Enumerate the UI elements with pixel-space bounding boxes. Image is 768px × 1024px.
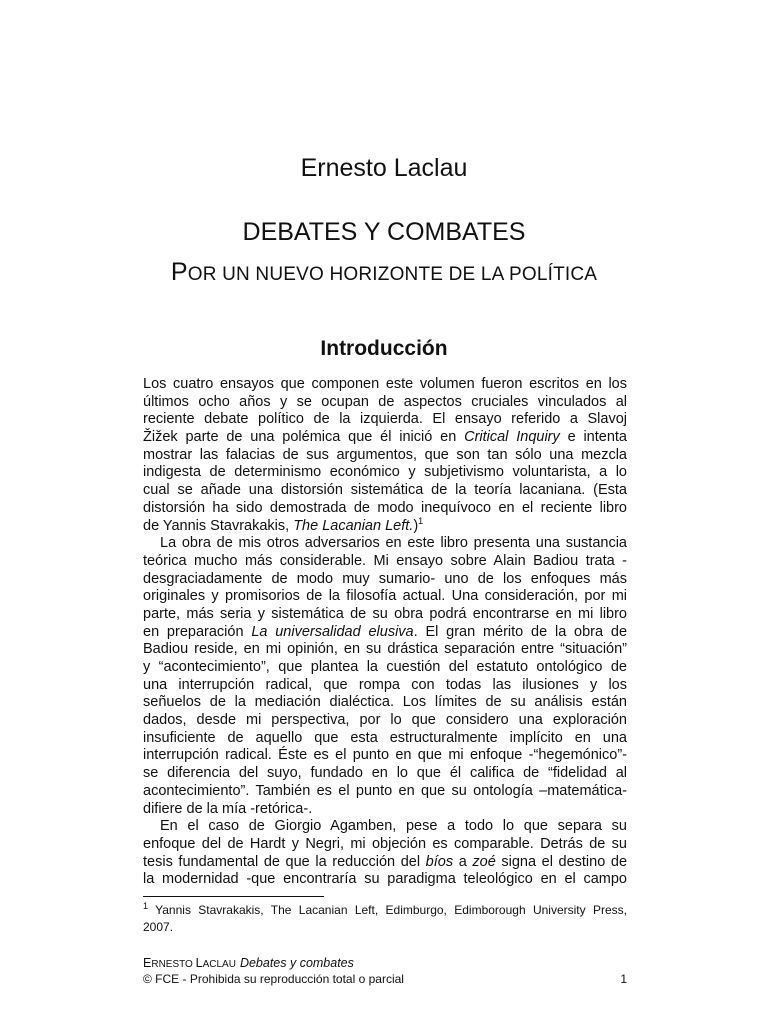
italic-title: The Lacanian Left. bbox=[293, 517, 414, 534]
body-line: En el caso de Giorgio Agamben, pese a todo lo que separa su bbox=[160, 818, 627, 835]
body-line: Žižek parte de una polémica que él inició en Critical Inquiry e intenta bbox=[143, 429, 627, 446]
body-line: dados, desde mi perspectiva, por lo que considero una exploración bbox=[143, 712, 627, 729]
italic-term: bíos bbox=[425, 853, 454, 870]
subtitle-rest: OR UN NUEVO HORIZONTE DE LA POLÍTICA bbox=[187, 264, 598, 285]
body-line: y “acontecimiento”, que plantea la cuestión del estatuto ontológico de bbox=[143, 659, 627, 675]
page-number: 1 bbox=[620, 972, 627, 986]
body-line: enfoque del de Hardt y Negri, mi objeción es comparable. Detrás de su bbox=[143, 835, 627, 852]
running-footer: ERNESTO LACLAU Debates y combates bbox=[143, 956, 354, 970]
body-line: desgraciadamente de modo muy sumario- uno de los enfoques más bbox=[143, 570, 627, 587]
book-title: DEBATES Y COMBATES bbox=[242, 218, 526, 246]
footnote bbox=[143, 902, 627, 935]
footnote-line: $^1$ Yannis Stavrakakis, The Lacanian Left, Edimburgo, Edimborough University Press, bbox=[143, 901, 627, 917]
book-subtitle bbox=[0, 258, 768, 287]
body-line: interrupción radical. Éste es el punto en que mi enfoque -“hegemónico”- bbox=[143, 747, 627, 764]
author-name: Ernesto Laclau bbox=[300, 154, 468, 182]
body-line: La obra de mis otros adversarios en este libro presenta una sustancia bbox=[160, 535, 627, 552]
body-line: se diferencia del suyo, fundado en lo que él califica de “fidelidad al bbox=[143, 765, 627, 782]
body-line: la modernidad -que encontraría su paradigma teleológico en el campo bbox=[143, 871, 627, 888]
body-line: cual se añade una distorsión sistemática de la teoría lacaniana. (Esta bbox=[143, 482, 627, 499]
subtitle-initial: P bbox=[170, 258, 188, 286]
body-line: reciente debate político de la izquierda. El ensayo referido a Slavoj bbox=[143, 411, 627, 428]
body-line: teórica mucho más considerable. Mi ensayo sobre Alain Badiou trata - bbox=[143, 552, 627, 569]
italic-title: Critical Inquiry bbox=[464, 429, 560, 446]
body-text bbox=[143, 376, 627, 889]
footnote-line: 2007. bbox=[143, 919, 174, 934]
footnote-marker: 1 bbox=[143, 901, 149, 911]
body-line: distorsión ha sido demostrada de modo inequívoco en el reciente libro bbox=[143, 499, 627, 516]
body-line: tesis fundamental de que la reducción del bíos a zoé signa el destino de bbox=[143, 853, 628, 870]
body-line: difiere de la mía -retórica-. bbox=[143, 800, 313, 817]
footer-book-title: Debates y combates bbox=[239, 956, 354, 970]
copyright-text: © FCE - Prohibida su reproducción total o parcial bbox=[143, 972, 404, 986]
footnote-ref: 1 bbox=[418, 515, 424, 526]
body-line: indigesta de determinismo económico y subjetivismo voluntarista, a lo bbox=[143, 464, 627, 481]
footnote-divider bbox=[143, 896, 324, 897]
body-line: Badiou reside, en mi opinión, en su drástica separación entre “situación” bbox=[143, 641, 627, 658]
body-line: Los cuatro ensayos que componen este volumen fueron escritos en los bbox=[143, 376, 627, 392]
body-line: una interrupción radical, que rompa con todas las ilusiones y los bbox=[143, 676, 627, 693]
body-line: en preparación La universalidad elusiva. El gran mérito de la obra de bbox=[143, 623, 628, 640]
body-line: acontecimiento”. También es el punto en que su ontología –matemática- bbox=[143, 782, 627, 799]
body-line: de Yannis Stavrakakis, The Lacanian Left.)$^1$ bbox=[143, 515, 424, 534]
body-line: parte, más seria y sistemática de su obra podrá encontrarse en mi libro bbox=[143, 605, 627, 622]
italic-term: zoé bbox=[472, 853, 496, 870]
copyright-footer bbox=[143, 972, 627, 986]
body-line: últimos ocho años y se ocupan de aspectos cruciales vinculados al bbox=[143, 393, 627, 410]
body-line: mostrar las falacias de sus argumentos, que son tan sólo una mezcla bbox=[143, 446, 627, 463]
italic-title: La universalidad elusiva bbox=[251, 623, 414, 640]
body-line: insuficiente de aquello que esta estructuralmente implícito en una bbox=[143, 729, 627, 746]
body-line: señuelos de la mediación dialéctica. Los límites de su análisis están bbox=[143, 694, 627, 711]
section-title: Introducción bbox=[320, 337, 448, 360]
body-line: originales y promisorios de la filosofía actual. Una consideración, por mi bbox=[143, 588, 627, 605]
